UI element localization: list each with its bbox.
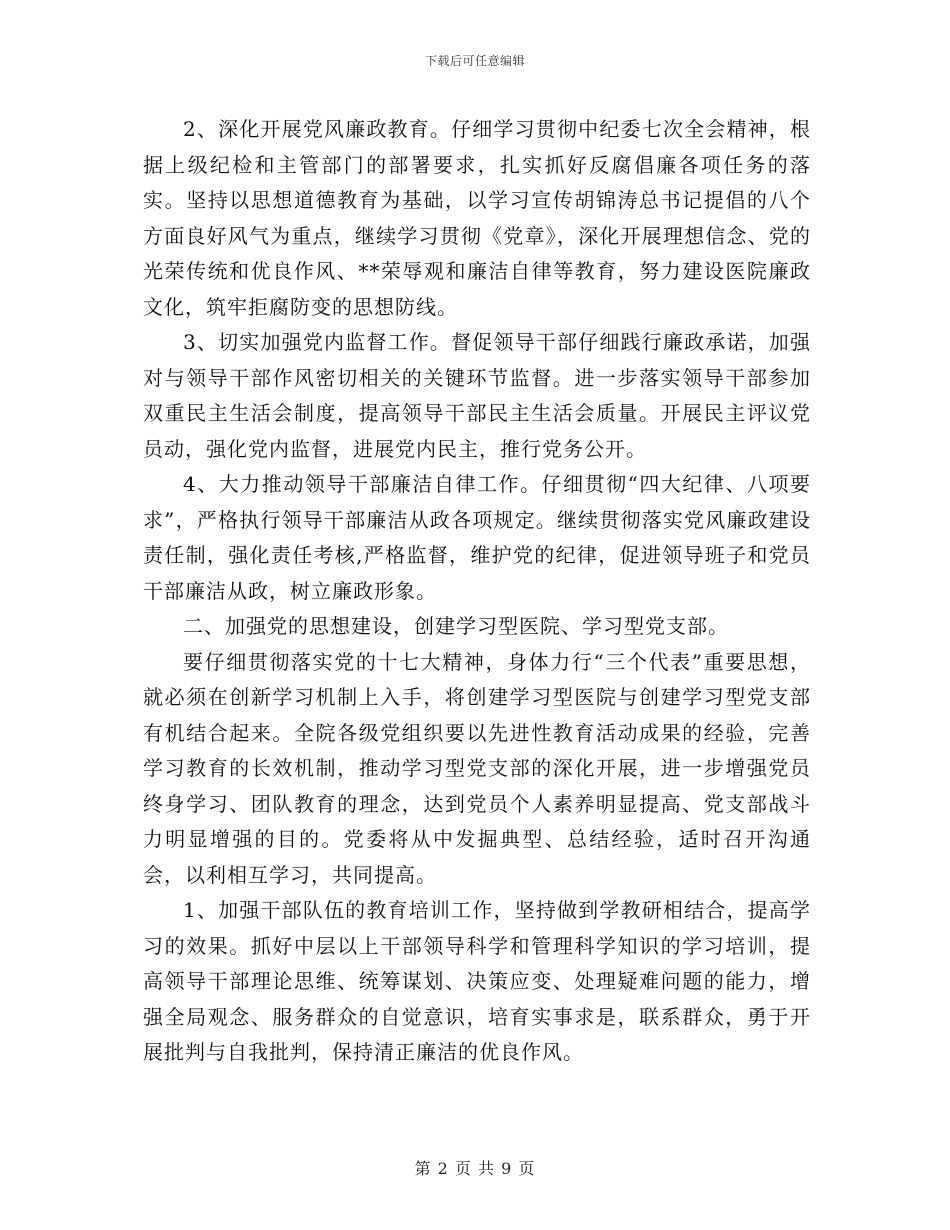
paragraph-seventeenth-congress-spirit: 要仔细贯彻落实党的十七大精神，身体力行“三个代表”重要思想，就必须在创新学习机制上入手，将创建学习型医院与创建学习型党支部有机结合起来。全院各级党组织要以先进性教育活动成果的经验，完善学习教育的长效机制，推动学习型党支部的深化开展，进一步增强党员终身学习、团队教育的理念，达到党员个人素养明显提高、党支部战斗力明显增强的目的。党委将从中发掘典型、总结经验，适时召开沟通会，以利相互学习，共同提高。 — [143, 649, 811, 887]
document-body — [143, 112, 811, 1071]
paragraph-1-cadre-training: 1、加强干部队伍的教育培训工作，坚持做到学教研相结合，提高学习的效果。抓好中层以上干部领导科学和管理科学知识的学习培训，提高领导干部理论思维、统筹谋划、决策应变、处理疑难问题的能力，增强全局观念、服务群众的自觉意识，培育实事求是，联系群众，勇于开展批判与自我批判，保持清正廉洁的优良作风。 — [143, 898, 811, 1064]
paragraph-4-leader-self-discipline: 4、大力推动领导干部廉洁自律工作。仔细贯彻“四大纪律、八项要求”，严格执行领导干部廉洁从政各项规定。继续贯彻落实党风廉政建设责任制，强化责任考核,严格监督，维护党的纪律，促进领导班子和党员干部廉洁从政，树立廉政形象。 — [143, 472, 811, 603]
paragraph-2-party-integrity-education: 2、深化开展党风廉政教育。仔细学习贯彻中纪委七次全会精神，根据上级纪检和主管部门的部署要求，扎实抓好反腐倡廉各项任务的落实。坚持以思想道德教育为基础，以学习宣传胡锦涛总书记提倡的八个方面良好风气为重点，继续学习贯彻《党章》，深化开展理想信念、党的光荣传统和优良作风、**荣辱观和廉洁自律等教育，努力建设医院廉政文化，筑牢拒腐防变的思想防线。 — [143, 117, 811, 319]
page-number-footer: 第 2 页 共 9 页 — [414, 1159, 536, 1178]
section-heading-ideological-building: 二、加强党的思想建设，创建学习型医院、学习型党支部。 — [183, 614, 729, 638]
page-header: 下载后可任意编辑 — [424, 54, 525, 68]
paragraph-3-internal-supervision: 3、切实加强党内监督工作。督促领导干部仔细践行廉政承诺，加强对与领导干部作风密切相关的关键环节监督。进一步落实领导干部参加双重民主生活会制度，提高领导干部民主生活会质量。开展民主评议党员动，强化党内监督，进展党内民主，推行党务公开。 — [143, 330, 811, 461]
